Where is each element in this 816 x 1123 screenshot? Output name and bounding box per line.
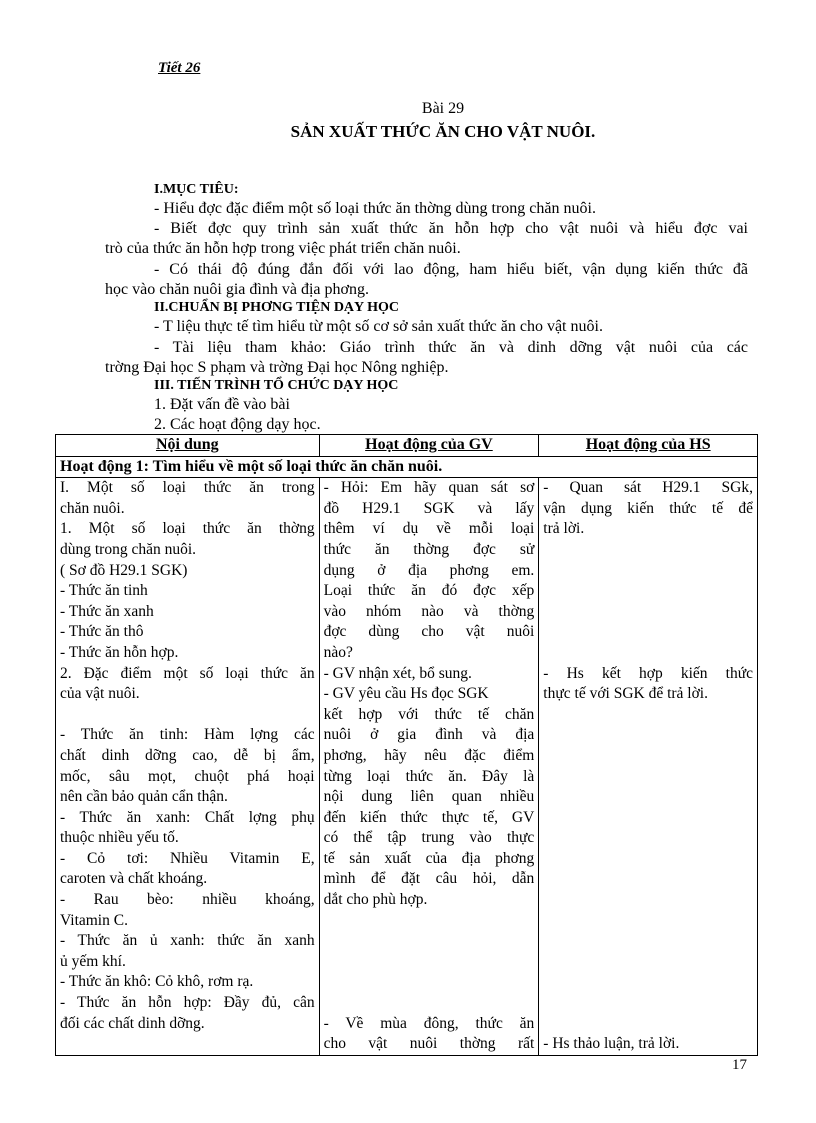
cell-line [60, 705, 315, 726]
cell-line [543, 581, 753, 602]
lesson-number: Bài 29 [421, 100, 465, 117]
cell-line [543, 787, 753, 808]
cell-line [324, 931, 535, 952]
student-cell [539, 478, 758, 1056]
cell-line [543, 602, 753, 623]
table-header-row [56, 435, 758, 457]
cell-line: - Hs thảo luận, trả lời. [543, 1035, 680, 1053]
cell-line [543, 767, 753, 788]
activities-table [55, 434, 758, 1056]
cell-line: trả lời. [543, 520, 585, 538]
cell-line [543, 972, 753, 993]
activity-row [56, 456, 758, 478]
cell-line [543, 911, 753, 932]
cell-line [543, 993, 753, 1014]
cell-line: - Quan sát H29.1 SGk, [543, 479, 753, 497]
cell-line [543, 808, 753, 829]
cell-line [543, 622, 753, 643]
cell-line [543, 828, 753, 849]
cell-line: vào nhóm nào và thờng [323, 602, 535, 620]
cell-line: dắt cho phù hợp. [323, 891, 428, 909]
cell-line: mốc, sâu mọt, chuột phá hoại [60, 767, 315, 785]
table-row [56, 478, 758, 1056]
preparation-heading: II.CHUẨN BỊ PHƠNG TIỆN DẠY HỌC [154, 300, 400, 315]
cell-line: nào? [323, 643, 353, 661]
column-header-teacher: Hoạt động của GV [319, 435, 539, 457]
teacher-cell [319, 478, 539, 1056]
cell-line: caroten và chất khoáng. [60, 870, 208, 888]
cell-line: - Về mùa đông, thức ăn [323, 1014, 535, 1032]
procedure-step-2: 2. Các hoạt động dạy học. [154, 416, 321, 433]
cell-line: mình để đặt câu hỏi, dẫn [323, 870, 535, 888]
cell-line: đợc dùng cho vật nuôi [323, 623, 535, 641]
cell-line: vận dụng kiến thức tế để [543, 499, 753, 517]
cell-line: có thể tập trung vào thực [323, 829, 535, 847]
cell-line: - Hs kết hợp kiến thức [543, 664, 753, 682]
cell-line [543, 890, 753, 911]
cell-line [324, 952, 535, 973]
cell-line: thuộc nhiều yếu tố. [60, 829, 179, 847]
cell-line: ủ yếm khí. [60, 952, 126, 970]
cell-line [543, 561, 753, 582]
cell-line: tế sản xuất của địa phơng [323, 849, 535, 867]
objective-line-2b: trò của thức ăn hỗn hợp trong việc phát triển chăn nuôi. [105, 240, 461, 257]
page-number: 17 [732, 1057, 747, 1073]
procedure-heading: III. TIẾN TRÌNH TỔ CHỨC DẠY HỌC [154, 378, 399, 393]
cell-line: - Thức ăn thô [60, 623, 144, 641]
cell-line: - Thức ăn khô: Cỏ khô, rơm rạ. [60, 973, 254, 991]
preparation-line-2a: - Tài liệu tham khảo: Giáo trình thức ăn và dinh dỡng vật nuôi của các [154, 339, 748, 356]
cell-line [543, 952, 753, 973]
cell-line: cho vật nuôi thờng rất [323, 1035, 535, 1053]
cell-line: nuôi ở gia đình và địa [323, 726, 535, 744]
cell-line [543, 849, 753, 870]
cell-line: đến kiến thức thực tế, GV [323, 808, 535, 826]
cell-line: nên cần bảo quản cẩn thận. [60, 788, 228, 806]
cell-line [543, 931, 753, 952]
cell-line: từng loại thức ăn. Đây là [323, 767, 535, 785]
cell-line: - GV nhận xét, bổ sung. [323, 664, 472, 682]
cell-line: kết hợp với thức tế chăn [323, 705, 535, 723]
cell-line: đối các chất dinh dỡng. [60, 1014, 205, 1032]
cell-line [543, 540, 753, 561]
content-cell [56, 478, 320, 1056]
activity-heading: Hoạt động 1: Tìm hiểu về một số loại thức ăn chăn nuôi. [56, 456, 758, 478]
objective-line-1: - Hiểu đợc đặc điểm một số loại thức ăn thờng dùng trong chăn nuôi. [154, 200, 596, 217]
cell-line: - Cỏ tơi: Nhiều Vitamin E, [60, 849, 315, 867]
cell-line: nội dung liên quan nhiều [323, 788, 535, 806]
objective-line-3b: học vào chăn nuôi gia đình và địa phơng. [105, 281, 369, 298]
cell-line: 2. Đặc điểm một số loại thức ăn [60, 664, 315, 682]
procedure-step-1: 1. Đặt vấn đề vào bài [154, 396, 290, 413]
cell-line: - Thức ăn ủ xanh: thức ăn xanh [60, 932, 315, 950]
cell-line [543, 705, 753, 726]
preparation-line-1: - T liệu thực tế tìm hiểu từ một số cơ sở sản xuất thức ăn cho vật nuôi. [154, 318, 603, 335]
cell-line: - Thức ăn xanh: Chất lợng phụ [60, 808, 315, 826]
cell-line [543, 725, 753, 746]
objective-line-2a: - Biết đợc quy trình sản xuất thức ăn hỗn hợp cho vật nuôi và hiểu đợc vai [154, 220, 748, 237]
cell-line [543, 746, 753, 767]
column-header-student: Hoạt động của HS [539, 435, 758, 457]
cell-line: - Thức ăn hỗn hợp: Đầy đủ, cân [60, 994, 315, 1012]
cell-line: phơng, hãy nêu đặc điểm [323, 746, 535, 764]
preparation-line-2b: trờng Đại học S phạm và trờng Đại học Nông nghiệp. [105, 359, 449, 376]
cell-line [543, 643, 753, 664]
cell-line [543, 1014, 753, 1035]
cell-line: - Rau bèo: nhiều khoáng, [60, 891, 315, 909]
cell-line: - Hỏi: Em hãy quan sát sơ [323, 479, 535, 497]
cell-line: thức ăn thờng đợc sử [323, 540, 535, 558]
cell-line: I. Một số loại thức ăn trong [60, 479, 315, 497]
cell-line: - Thức ăn tinh [60, 582, 148, 600]
cell-line: - Thức ăn xanh [60, 602, 154, 620]
cell-line: - GV yêu cầu Hs đọc SGK [323, 685, 489, 703]
cell-line [324, 993, 535, 1014]
cell-line: Vitamin C. [60, 911, 128, 929]
cell-line [543, 869, 753, 890]
cell-line: dùng trong chăn nuôi. [60, 540, 197, 558]
cell-line: ( Sơ đồ H29.1 SGK) [60, 561, 188, 579]
cell-line: - Thức ăn tinh: Hàm lợng các [60, 726, 315, 744]
objective-line-3a: - Có thái độ đúng đắn đối với lao động, ham hiểu biết, vận dụng kiến thức đã [154, 261, 748, 278]
cell-line: Loại thức ăn đó đợc xếp [323, 582, 535, 600]
lesson-label: Tiết 26 [158, 60, 201, 76]
objectives-heading: I.MỤC TIÊU: [154, 182, 239, 197]
cell-line: thêm ví dụ về mỗi loại [323, 520, 535, 538]
page-title: SẢN XUẤT THỨC ĂN CHO VẬT NUÔI. [290, 122, 596, 141]
cell-line: chất dinh dỡng cao, dễ bị ẩm, [60, 746, 315, 764]
cell-line: dụng ở địa phơng em. [323, 561, 535, 579]
cell-line: đồ H29.1 SGK và lấy [323, 499, 535, 517]
cell-line [324, 972, 535, 993]
cell-line: chăn nuôi. [60, 499, 125, 517]
cell-line: thực tế với SGK để trả lời. [543, 685, 708, 703]
cell-line [324, 911, 535, 932]
cell-line: 1. Một số loại thức ăn thờng [60, 520, 315, 538]
cell-line: - Thức ăn hỗn hợp. [60, 643, 179, 661]
column-header-content: Nội dung [56, 435, 320, 457]
cell-line: của vật nuôi. [60, 685, 140, 703]
